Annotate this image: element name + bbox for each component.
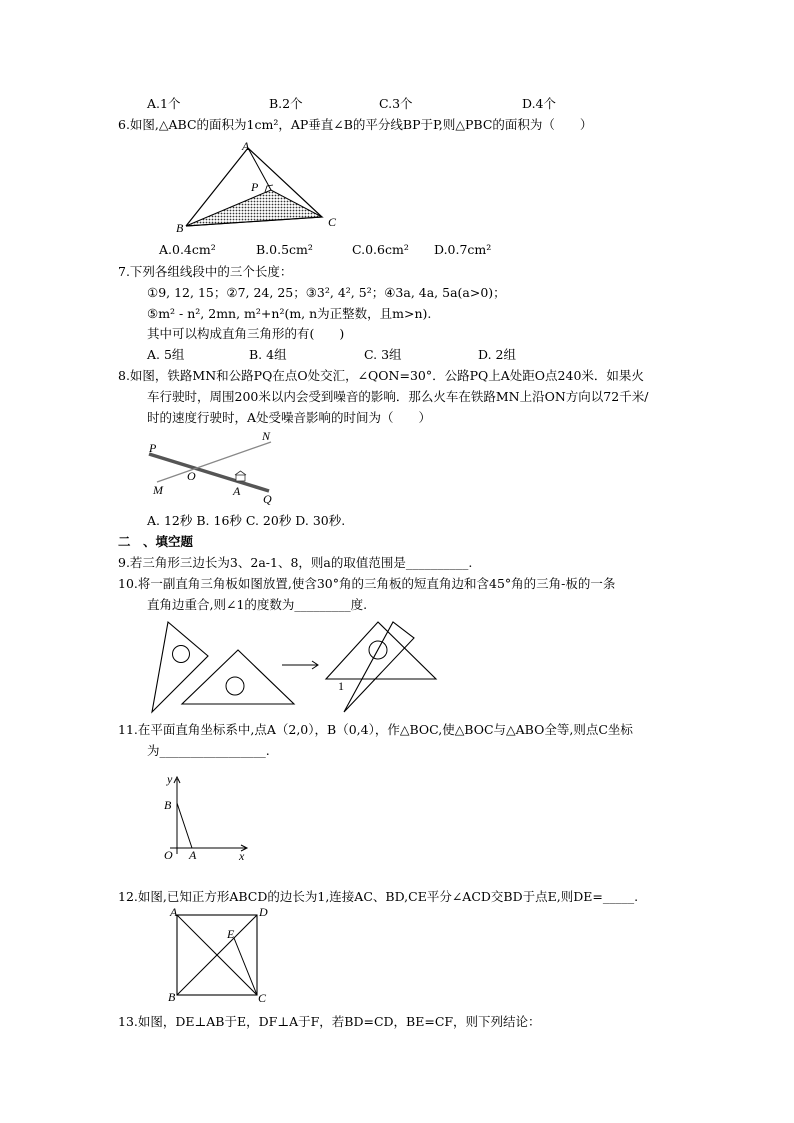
q6-stem: 6.如图,△ABC的面积为1cm²，AP垂直∠B的平分线BP于P,则△PBC的面积为（ ） <box>118 117 593 132</box>
label-e: E <box>227 927 235 941</box>
label-o: O <box>164 848 173 862</box>
q8-stem-1: 8.如图，铁路MN和公路PQ在点O处交汇，∠QON=30°．公路PQ上A处距O点240米．如果火 <box>118 368 644 383</box>
set-square-30 <box>152 622 208 712</box>
q9-stem: 9.若三角形三边长为3、2a-1、8，则a的取值范围是__________. <box>118 555 473 570</box>
label-d: D <box>259 905 268 919</box>
q10-line-2: 直角边重合,则∠1的度数为_________度. <box>147 597 368 612</box>
q6-option-c: C.0.6cm² <box>352 242 409 257</box>
q7-stem: 7.下列各组线段中的三个长度： <box>118 264 293 279</box>
label-x: x <box>239 849 245 863</box>
q8-stem-3: 时的速度行驶时，A处受噪音影响的时间为（ ） <box>147 410 432 425</box>
q10-line-1: 10.将一副直角三角板如图放置,使含30°角的三角板的短直角边和含45°角的三角-板的一条 <box>118 576 616 591</box>
q8-options: A. 12秒 B. 16秒 C. 20秒 D. 30秒. <box>147 513 346 528</box>
angle-1-label: 1 <box>338 679 344 693</box>
q5-option-d: D.4个 <box>522 96 557 111</box>
q7-option-d: D. 2组 <box>478 347 516 362</box>
q6-option-a: A.0.4cm² <box>159 242 216 257</box>
q7-option-a: A. 5组 <box>147 347 185 362</box>
shaded-triangle-pbc <box>186 190 322 226</box>
set-square-45-placed <box>326 622 436 679</box>
set-square-30-placed <box>344 622 414 712</box>
q7-line-3: 其中可以构成直角三角形的有( ) <box>147 326 345 341</box>
label-n: N <box>262 430 271 443</box>
section-heading-fill-blank: 二 、填空题 <box>118 534 194 549</box>
label-p: P <box>149 441 157 455</box>
set-square-45-hole <box>226 677 244 695</box>
q10-set-squares-figure <box>146 616 438 716</box>
set-square-30-hole <box>173 646 190 663</box>
q6-option-b: B.0.5cm² <box>256 242 313 257</box>
label-b: B <box>176 221 184 235</box>
label-q: Q <box>263 492 272 505</box>
label-y: y <box>167 773 173 786</box>
road-pq <box>149 454 269 491</box>
label-a: A <box>233 484 241 498</box>
q8-road-railway-figure <box>145 430 280 505</box>
label-b: B <box>168 990 176 1004</box>
bisector-ce <box>234 938 257 995</box>
label-a: A <box>170 905 178 919</box>
q12-square-figure <box>163 905 273 1005</box>
q8-stem-2: 车行驶时，周围200米以内会受到噪音的影响．那么火车在铁路MN上沿ON方向以72千米/ <box>147 389 649 404</box>
label-c: C <box>258 991 267 1005</box>
q5-option-b: B.2个 <box>269 96 303 111</box>
q11-line-1: 11.在平面直角坐标系中,点A（2,0），B（0,4），作△BOC,使△BOC与△ABO全等,则点C坐标 <box>118 722 633 737</box>
q11-line-2: 为_________________. <box>147 743 270 758</box>
label-p: P <box>251 180 259 194</box>
q7-line-1: ①9, 12, 15；②7, 24, 25；③3², 4², 5²；④3a, 4a, 5a(a>0)； <box>147 285 506 300</box>
q7-line-2: ⑤m² - n², 2mn, m²+n²(m, n为正整数，且m>n). <box>147 306 432 321</box>
q5-option-c: C.3个 <box>379 96 413 111</box>
q7-option-b: B. 4组 <box>249 347 287 362</box>
q6-option-d: D.0.7cm² <box>434 242 492 257</box>
label-b: B <box>164 798 172 812</box>
q6-triangle-figure <box>172 140 342 240</box>
label-a: A <box>189 848 197 862</box>
q7-option-c: C. 3组 <box>364 347 402 362</box>
label-c: C <box>328 215 337 229</box>
q5-option-a: A.1个 <box>147 96 181 111</box>
q13-stem: 13.如图，DE⊥AB于E，DF⊥A于F，若BD=CD，BE=CF，则下列结论： <box>118 1014 541 1029</box>
house-icon <box>235 471 246 481</box>
segment-ab <box>177 803 192 848</box>
label-a: A <box>242 140 250 153</box>
q12-stem: 12.如图,已知正方形ABCD的边长为1,连接AC、BD,CE平分∠ACD交BD于点E,则DE=_____. <box>118 889 639 904</box>
label-m: M <box>153 483 163 497</box>
label-o: O <box>187 469 196 483</box>
q11-coordinate-figure <box>160 773 255 868</box>
